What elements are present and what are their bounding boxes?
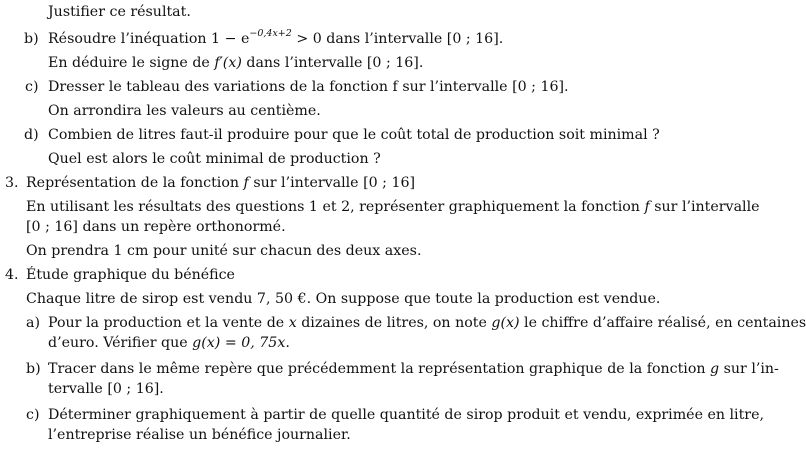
item-c-line2: On arrondira les valeurs au centième. <box>48 103 321 119</box>
section4-b-label: b) <box>26 361 41 377</box>
section4-number: 4. <box>5 267 19 283</box>
item-b-line1-post: > 0 dans l’intervalle [0 ; 16]. <box>291 31 504 47</box>
section4-a-line2-math: g(x) = 0, 75x <box>192 335 286 351</box>
item-b-label: b) <box>24 31 39 47</box>
item-c-line1: Dresser le tableau des variations de la fonction f sur l’intervalle [0 ; 16]. <box>48 79 569 95</box>
section4-c-line1: Déterminer graphiquement à partir de quelle quantité de sirop produit et vendu, exprimée en litre, <box>48 407 764 423</box>
item-b-exponent: −0,4x+2 <box>249 28 292 40</box>
section4-a-line1-mid: dizaines de litres, on note <box>296 315 492 331</box>
section3-title-pre: Représentation de la fonction <box>26 175 244 191</box>
item-b-line2-pre: En déduire le signe de <box>48 55 215 71</box>
section3-body-line2: [0 ; 16] dans un repère orthonormé. <box>26 219 286 235</box>
section4-a-label: a) <box>26 315 40 331</box>
section4-a-line1-post: le chiffre d’affaire réalisé, en centaines <box>519 315 806 331</box>
item-d-line1: Combien de litres faut-il produire pour que le coût total de production soit minimal ? <box>48 127 660 143</box>
item-d-label: d) <box>24 127 39 143</box>
section4-a-line1-x: x <box>288 315 297 331</box>
section4-b-line1-math: g <box>710 361 720 377</box>
section4-b-line1-post: sur l’in- <box>719 361 779 377</box>
item-c-label: c) <box>25 79 39 95</box>
section4-b-line1-pre: Tracer dans le même repère que précédemment la représentation graphique de la fonction <box>48 361 711 377</box>
section4-b-line2: tervalle [0 ; 16]. <box>48 381 164 397</box>
item-b-line2 <box>48 52 423 76</box>
section3-title-math: f <box>243 175 249 191</box>
section4-title: Étude graphique du bénéfice <box>26 267 235 283</box>
section4-a-line2-pre: d’euro. Vérifier que <box>48 335 193 351</box>
section3-number: 3. <box>5 175 19 191</box>
section3-body-line1-math: f <box>644 199 650 215</box>
item-b-line1 <box>48 28 503 52</box>
section4-a-line2 <box>48 332 290 356</box>
section3-body-line3: On prendra 1 cm pour unité sur chacun des deux axes. <box>26 243 422 259</box>
section3-title-post: sur l’intervalle [0 ; 16] <box>248 175 416 191</box>
item-d-line2: Quel est alors le coût minimal de production ? <box>48 151 381 167</box>
section4-intro: Chaque litre de sirop est vendu 7, 50 €. On suppose que toute la production est vendue. <box>26 291 661 307</box>
section4-a-line1-gx: g(x) <box>491 315 520 331</box>
item-b-line1-pre: Résoudre l’inéquation 1 − e <box>48 31 250 47</box>
item-b-line2-post: dans l’intervalle [0 ; 16]. <box>241 55 424 71</box>
section4-c-label: c) <box>26 407 40 423</box>
section4-c-line2: l’entreprise réalise un bénéfice journalier. <box>48 427 351 443</box>
section3-body-line1-post: sur l’intervalle <box>649 199 760 215</box>
intro-text: Justifier ce résultat. <box>48 4 191 20</box>
section4-a-line2-post: . <box>285 335 290 351</box>
section3-body-line1-pre: En utilisant les résultats des questions 1 et 2, représenter graphiquement la fonction <box>26 199 645 215</box>
section4-a-line1-pre: Pour la production et la vente de <box>48 315 289 331</box>
item-b-line2-math: f′(x) <box>214 55 242 71</box>
section3-title <box>26 172 415 196</box>
